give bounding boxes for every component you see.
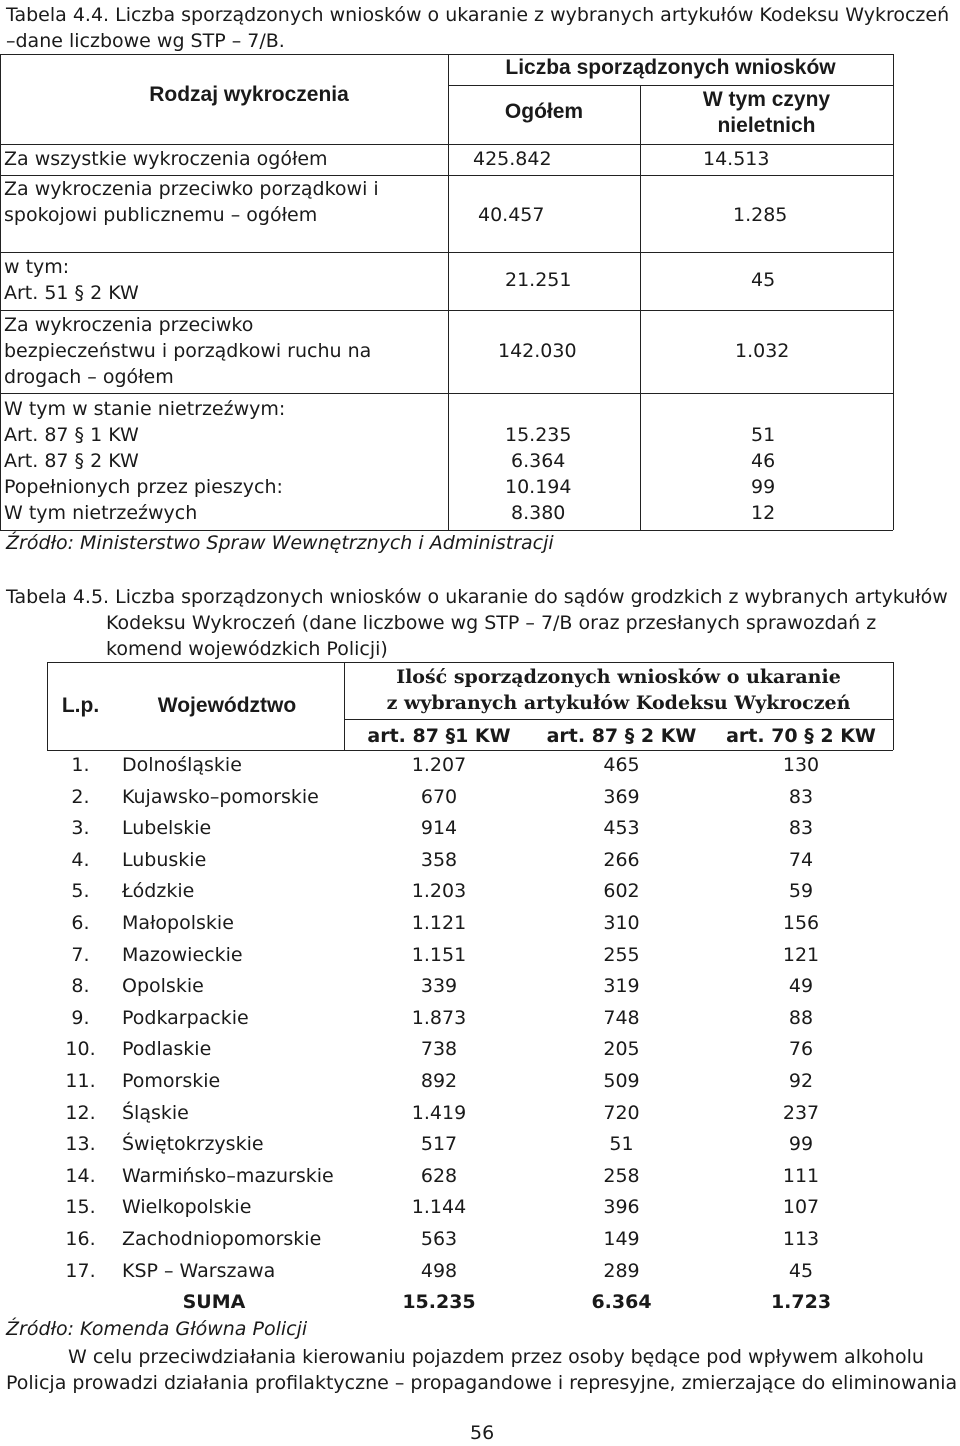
table2-source: Źródło: Komenda Główna Policji <box>6 1318 308 1340</box>
table2-caption-line1: Tabela 4.5. Liczba sporządzonych wniosków o ukaranie do sądów grodzkich z wybranych artykułów <box>6 586 948 608</box>
table2-row-b: 319 <box>603 975 640 997</box>
table2-row-region: Podkarpackie <box>122 1007 249 1029</box>
table2-row-c: 121 <box>782 944 820 966</box>
table2-row-region: Warmińsko–mazurskie <box>122 1165 334 1187</box>
table2-header-col-b: art. 87 § 2 KW <box>546 725 697 747</box>
table1-caption-line2: –dane liczbowe wg STP – 7/B. <box>6 30 285 52</box>
table1-row-label: Art. 87 § 1 KW <box>4 424 139 446</box>
table1-row-total: 21.251 <box>505 269 572 291</box>
table1-row-label: Art. 87 § 2 KW <box>4 450 139 472</box>
table2-row-region: Łódzkie <box>122 880 195 902</box>
table2-sum-label: SUMA <box>182 1291 246 1313</box>
table1-row-total: 142.030 <box>498 340 577 362</box>
table1-row-label: W tym w stanie nietrzeźwym: <box>4 398 286 420</box>
table2-row-b: 258 <box>603 1165 640 1187</box>
table2-row-region: Lubelskie <box>122 817 212 839</box>
table2-row-lp: 5. <box>71 880 90 902</box>
table2-row-c: 99 <box>788 1133 814 1155</box>
body-text-line1: W celu przeciwdziałania kierowaniu pojazdem przez osoby będące pod wpływem alkoholu <box>68 1346 924 1368</box>
table2-header-group-2: z wybranych artykułów Kodeksu Wykroczeń <box>386 692 851 714</box>
table2-row-c: 49 <box>788 975 814 997</box>
table2-row-lp: 13. <box>65 1133 96 1155</box>
table2-row-a: 1.873 <box>411 1007 467 1029</box>
table2-row-region: Zachodniopomorskie <box>122 1228 322 1250</box>
table2-row-lp: 9. <box>71 1007 90 1029</box>
table2-row-b: 396 <box>603 1196 640 1218</box>
table2-row-c: 107 <box>782 1196 820 1218</box>
table2-row-lp: 14. <box>65 1165 96 1187</box>
table2-row-lp: 4. <box>71 849 90 871</box>
table1-row-label: Za wszystkie wykroczenia ogółem <box>4 148 328 170</box>
table2-row-b: 465 <box>603 754 640 776</box>
table2-row-region: Pomorskie <box>122 1070 221 1092</box>
table1-row-label: spokojowi publicznemu – ogółem <box>4 204 318 226</box>
table2-caption-line3: komend wojewódzkich Policji) <box>106 638 388 660</box>
table2-row-region: Małopolskie <box>122 912 234 934</box>
table2-row-region: Lubuskie <box>122 849 207 871</box>
table1-header-minors-1: W tym czyny <box>702 88 831 111</box>
table2-row-c: 92 <box>788 1070 814 1092</box>
table2-row-c: 74 <box>788 849 814 871</box>
table2-row-a: 1.203 <box>411 880 467 902</box>
table1-row-minors: 46 <box>751 450 776 472</box>
table1-row-label: Za wykroczenia przeciwko <box>4 314 254 336</box>
table2-row-a: 498 <box>420 1260 458 1282</box>
table2-caption-line2: Kodeksu Wykroczeń (dane liczbowe wg STP – 7/B oraz przesłanych sprawozdań z <box>106 612 877 634</box>
table2-row-b: 51 <box>609 1133 634 1155</box>
table2-row-c: 83 <box>788 786 814 808</box>
table2-row-c: 130 <box>782 754 820 776</box>
table2-row-a: 1.419 <box>411 1102 467 1124</box>
table2-row-b: 149 <box>603 1228 640 1250</box>
table1-row-minors: 45 <box>751 269 776 291</box>
table2-row-lp: 11. <box>65 1070 96 1092</box>
table2-row-c: 237 <box>782 1102 820 1124</box>
table2-row-region: Wielkopolskie <box>122 1196 252 1218</box>
table1-caption-line1: Tabela 4.4. Liczba sporządzonych wniosków o ukaranie z wybranych artykułów Kodeksu Wykroczeń <box>6 4 950 26</box>
table1-row-minors: 12 <box>751 502 776 524</box>
table1-header-kind: Rodzaj wykroczenia <box>149 83 349 106</box>
table2-row-a: 738 <box>420 1038 458 1060</box>
table2-header-group-1: Ilość sporządzonych wniosków o ukaranie <box>396 666 841 688</box>
table2-row-lp: 10. <box>65 1038 96 1060</box>
table1-header-total: Ogółem <box>504 100 584 123</box>
table1-row-label: bezpieczeństwu i porządkowi ruchu na <box>4 340 372 362</box>
table2-row-c: 111 <box>782 1165 820 1187</box>
table2-row-b: 453 <box>603 817 640 839</box>
table1-source: Źródło: Ministerstwo Spraw Wewnętrznych i Administracji <box>6 532 554 554</box>
table2-row-a: 1.144 <box>411 1196 467 1218</box>
table2-row-c: 88 <box>788 1007 814 1029</box>
table2-row-c: 156 <box>782 912 820 934</box>
body-text-line2: Policja prowadzi działania profilaktyczne – propagandowe i represyjne, zmierzające do eliminowania <box>6 1372 958 1394</box>
table1-row-total: 10.194 <box>505 476 572 498</box>
table1-row-minors: 51 <box>751 424 776 446</box>
table1-row-label: Art. 51 § 2 KW <box>4 282 139 304</box>
table2-row-region: Dolnośląskie <box>122 754 242 776</box>
table2-row-b: 602 <box>603 880 640 902</box>
table2-row-b: 289 <box>603 1260 640 1282</box>
table1-row-total: 40.457 <box>478 204 545 226</box>
table2-sum-a: 15.235 <box>402 1291 476 1313</box>
table2-row-b: 310 <box>603 912 640 934</box>
table2-row-a: 670 <box>420 786 458 808</box>
table2-row-lp: 8. <box>71 975 90 997</box>
table2-row-b: 266 <box>603 849 640 871</box>
table2-row-a: 358 <box>420 849 458 871</box>
table2-row-c: 45 <box>788 1260 814 1282</box>
table2-row-region: Podlaskie <box>122 1038 212 1060</box>
table2-sum-c: 1.723 <box>770 1291 832 1313</box>
table1-row-label: W tym nietrzeźwych <box>4 502 198 524</box>
table1-row-total: 8.380 <box>511 502 566 524</box>
table2-header-lp: L.p. <box>61 694 100 717</box>
table2-row-lp: 12. <box>65 1102 96 1124</box>
table2-row-lp: 15. <box>65 1196 96 1218</box>
table1-row-total: 6.364 <box>511 450 566 472</box>
table1-row-total: 425.842 <box>473 148 552 170</box>
table2-row-region: Śląskie <box>122 1102 189 1124</box>
table1-row-total: 15.235 <box>505 424 572 446</box>
table2-row-a: 563 <box>420 1228 458 1250</box>
page-number: 56 <box>470 1422 495 1444</box>
table2-row-region: KSP – Warszawa <box>122 1260 276 1282</box>
table2-row-a: 1.121 <box>411 912 467 934</box>
table2-row-lp: 3. <box>71 817 90 839</box>
table2-row-b: 369 <box>603 786 640 808</box>
table2-row-a: 517 <box>420 1133 458 1155</box>
table2-row-lp: 16. <box>65 1228 96 1250</box>
table1-header-minors-2: nieletnich <box>717 114 816 137</box>
table2-row-region: Kujawsko–pomorskie <box>122 786 319 808</box>
table2-row-a: 1.207 <box>411 754 467 776</box>
table2-header-col-a: art. 87 §1 KW <box>367 725 511 747</box>
table2-row-region: Opolskie <box>122 975 204 997</box>
table1-row-label: w tym: <box>4 256 70 278</box>
table2-row-a: 628 <box>420 1165 458 1187</box>
table1-row-label: Za wykroczenia przeciwko porządkowi i <box>4 178 379 200</box>
table1-row-minors: 99 <box>751 476 776 498</box>
table2-row-lp: 7. <box>71 944 90 966</box>
table2-row-lp: 17. <box>65 1260 96 1282</box>
table2-sum-b: 6.364 <box>591 1291 652 1313</box>
table2-row-c: 76 <box>788 1038 814 1060</box>
table2-header-region: Województwo <box>157 694 297 717</box>
table2-row-b: 720 <box>603 1102 640 1124</box>
table2-row-b: 748 <box>603 1007 640 1029</box>
table2-row-a: 914 <box>420 817 458 839</box>
table2-row-c: 83 <box>788 817 814 839</box>
table1-row-minors: 14.513 <box>703 148 770 170</box>
table2-row-c: 59 <box>788 880 814 902</box>
table2-row-region: Świętokrzyskie <box>122 1133 264 1155</box>
table2-row-c: 113 <box>782 1228 820 1250</box>
table1-row-minors: 1.285 <box>733 204 788 226</box>
table2-row-b: 205 <box>603 1038 640 1060</box>
table2-row-lp: 1. <box>71 754 90 776</box>
table2-row-b: 509 <box>603 1070 640 1092</box>
table2-row-a: 892 <box>420 1070 458 1092</box>
table1-row-minors: 1.032 <box>735 340 790 362</box>
table2-header-col-c: art. 70 § 2 KW <box>726 725 876 747</box>
table1-row-label: Popełnionych przez pieszych: <box>4 476 283 498</box>
table2-row-region: Mazowieckie <box>122 944 243 966</box>
table2-row-lp: 6. <box>71 912 90 934</box>
table1-header-group: Liczba sporządzonych wniosków <box>505 56 836 79</box>
table1-row-label: drogach – ogółem <box>4 366 174 388</box>
table2-row-lp: 2. <box>71 786 90 808</box>
table2-row-a: 339 <box>420 975 458 997</box>
table2-row-a: 1.151 <box>411 944 467 966</box>
table2-row-b: 255 <box>603 944 640 966</box>
